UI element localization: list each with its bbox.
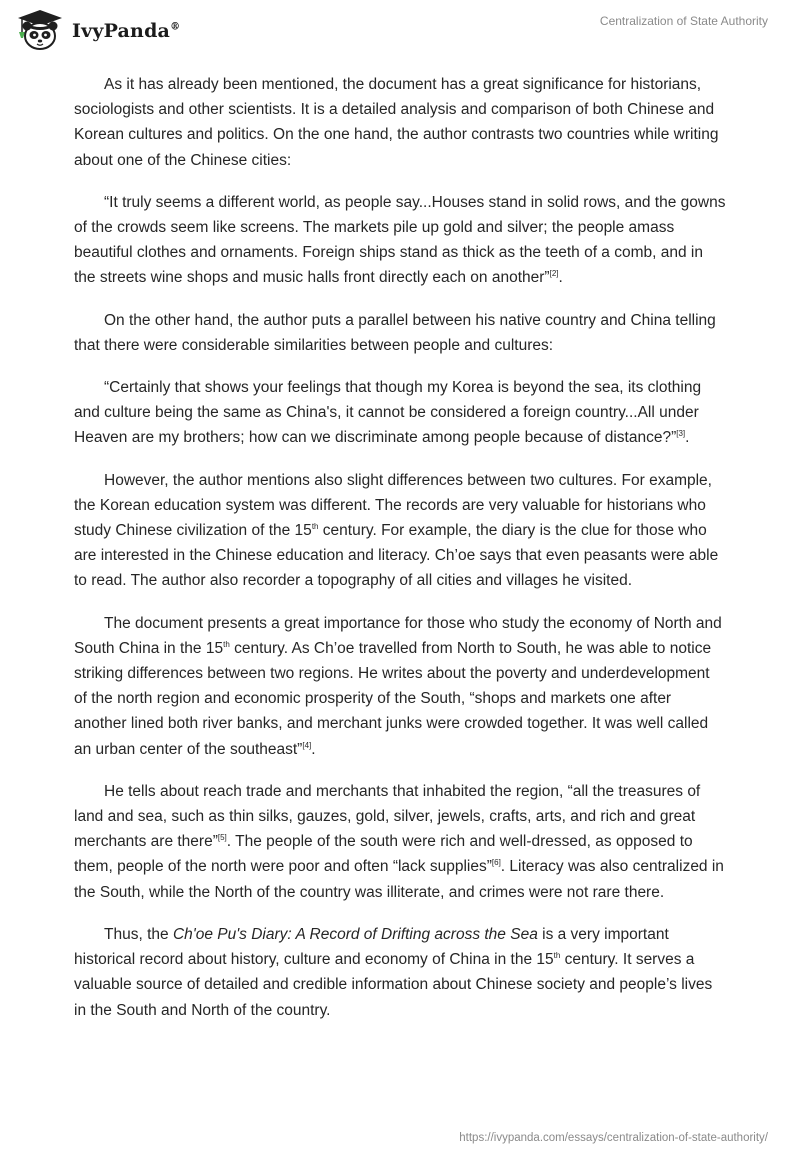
paragraph — [74, 375, 726, 451]
paragraph-text: . Literacy was also centralized in the South, while the North of the country was illiterate, and crimes were not rare there. — [74, 858, 724, 901]
paragraph-text: He tells about reach trade and merchants that inhabited the region, “all the treasures of land and sea, such as thin silks, gauzes, gold, silver, jewels, crafts, arts, and rich and great merchants are there” — [74, 782, 701, 851]
page-header — [0, 0, 800, 64]
paragraph-text: . — [685, 429, 690, 447]
footnote-ref[interactable]: [5] — [217, 833, 227, 843]
essay-body — [74, 72, 726, 1040]
paragraph — [74, 468, 726, 594]
paragraph — [74, 308, 726, 358]
paragraph-text: On the other hand, the author puts a parallel between his native country and China telling that there were considerable similarities between people and cultures: — [74, 311, 716, 354]
paragraph-text: century. As Ch’oe travelled from North to South, he was able to notice striking differences between two regions. He writes about the poverty and underdevelopment of the north region and economic prosperity of the South, “shops and markets one after another lined both river banks, and merchant junks were crowded together. It was well called an urban center of the southeast” — [74, 639, 712, 758]
footnote-ref[interactable]: [2] — [549, 269, 559, 279]
panda-graduate-icon — [12, 8, 68, 54]
paragraph — [74, 922, 726, 1023]
footnote-ref: th — [223, 639, 230, 649]
paragraph-text: is a very important historical record about history, culture and economy of China in the 15 — [74, 925, 669, 969]
paragraph — [74, 611, 726, 762]
footnote-ref: th — [553, 951, 561, 961]
footnote-ref[interactable]: [6] — [491, 858, 501, 868]
paragraph-text: Thus, the — [104, 925, 173, 943]
paragraph-text: “Certainly that shows your feelings that though my Korea is beyond the sea, its clothing and culture being the same as China's, it cannot be considered a foreign country...All under Heaven are my brothers; how can we discriminate among people because of distance?” — [74, 379, 702, 447]
paragraph — [74, 779, 726, 905]
paragraph-text: century. For example, the diary is the clue for those who are interested in the Chinese education and literacy. Ch’oe says that even peasants were able to read. The author also recorder a topography of all cities and villages he visited. — [74, 522, 719, 590]
footnote-ref: th — [311, 522, 319, 532]
document-title: Centralization of State Authority — [599, 14, 768, 28]
source-url[interactable]: https://ivypanda.com/essays/centralization-of-state-authority/ — [459, 1132, 768, 1144]
paragraph-text: The document presents a great importance for those who study the economy of North and South China in the 15 — [74, 614, 722, 657]
paragraph-text: . The people of the south were rich and well-dressed, as opposed to them, people of the north were poor and often “lack supplies” — [74, 833, 693, 876]
paragraph-text: However, the author mentions also slight differences between two cultures. For example, the Korean education system was different. The records are very valuable for historians who study Chinese civilization of the 15 — [74, 471, 712, 540]
book-title: Ch'oe Pu's Diary: A Record of Drifting across the Sea — [172, 925, 538, 943]
paragraph-text: As it has already been mentioned, the document has a great significance for historians, sociologists and other scientists. It is a detailed analysis and comparison of both Chinese and Korean cultures and politics. On the one hand, the author contrasts two countries while writing about one of the Chinese cities: — [74, 76, 719, 169]
footnote-ref[interactable]: [4] — [302, 740, 312, 750]
brand-name: IvyPanda® — [72, 20, 181, 42]
paragraph-text: “It truly seems a different world, as people say...Houses stand in solid rows, and the gowns of the crowds seem like screens. The markets pile up gold and silver; the people amass beautiful clothes and ornaments. Foreign ships stand as thick as the teeth of a comb, and in the streets wine shops and music halls front directly each on another” — [74, 193, 726, 287]
paragraph-text: . — [558, 269, 563, 287]
paragraph — [74, 72, 726, 173]
ivypanda-logo[interactable] — [12, 8, 180, 54]
footnote-ref[interactable]: [3] — [676, 429, 686, 439]
paragraph — [74, 190, 726, 291]
paragraph-text: century. It serves a valuable source of detailed and credible information about Chinese society and people’s lives in the South and North of the country. — [74, 951, 713, 1019]
paragraph-text: . — [311, 740, 316, 758]
